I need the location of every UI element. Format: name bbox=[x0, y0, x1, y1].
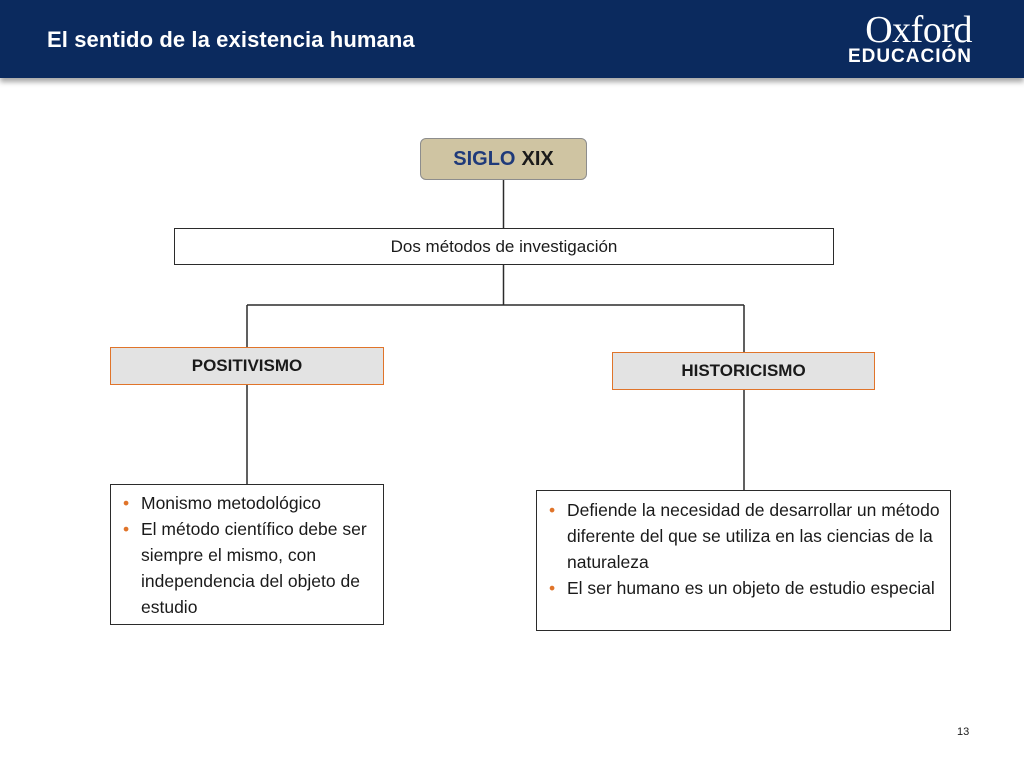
bullet-icon: • bbox=[549, 500, 556, 520]
bullet-icon: • bbox=[549, 578, 556, 598]
positivismo-node: POSITIVISMO bbox=[110, 347, 384, 385]
logo-wordmark: Oxford bbox=[865, 9, 972, 51]
positivismo-bullet-list bbox=[121, 490, 375, 620]
list-item-text: El método científico debe ser siempre el mismo, con independencia del objeto de estudio bbox=[141, 519, 367, 617]
list-item bbox=[121, 516, 375, 620]
historicismo-description bbox=[536, 490, 951, 631]
list-item-text: Defiende la necesidad de desarrollar un método diferente del que se utiliza en las ciencias de la naturaleza bbox=[567, 500, 940, 572]
page-number: 13 bbox=[957, 726, 970, 738]
logo-subtitle: EDUCACIÓN bbox=[847, 46, 972, 67]
root-label-xix: XIX bbox=[521, 147, 554, 170]
bullet-icon: • bbox=[123, 493, 130, 513]
bullet-icon: • bbox=[123, 519, 130, 539]
root-node bbox=[420, 138, 587, 180]
slide-title: El sentido de la existencia humana bbox=[47, 27, 415, 52]
historicismo-bullet-list bbox=[547, 497, 942, 601]
root-label-siglo: SIGLO bbox=[453, 147, 516, 170]
list-item bbox=[121, 490, 375, 516]
list-item-text: Monismo metodológico bbox=[141, 493, 321, 513]
historicismo-node: HISTORICISMO bbox=[612, 352, 875, 390]
list-item bbox=[547, 575, 942, 601]
list-item-text: El ser humano es un objeto de estudio especial bbox=[567, 578, 935, 598]
positivismo-description bbox=[110, 484, 384, 625]
list-item bbox=[547, 497, 942, 575]
methods-node: Dos métodos de investigación bbox=[174, 228, 834, 265]
